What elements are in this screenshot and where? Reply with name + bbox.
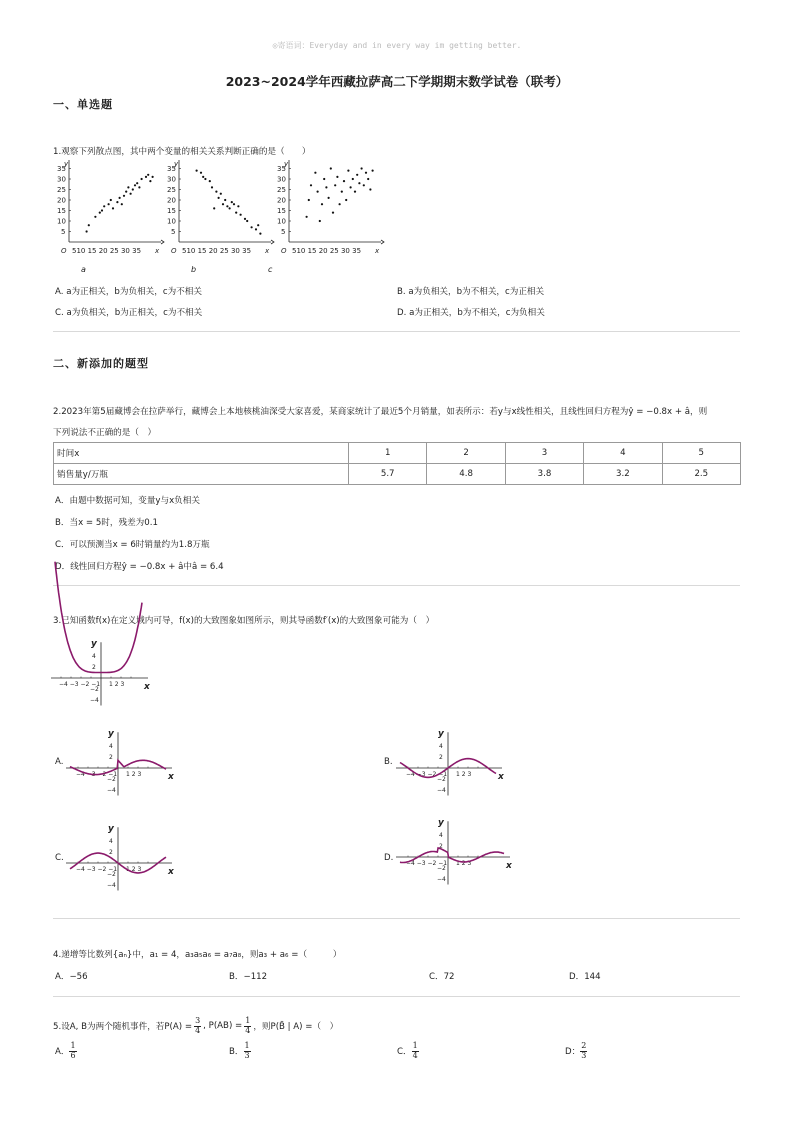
axis-label-x: x	[498, 772, 504, 782]
scatter-point	[259, 233, 261, 235]
scatter-point	[200, 172, 202, 174]
question-4-stem: 4.递增等比数列{aₙ}中，a₁ = 4，a₃a₅a₆ = a₇a₈，则a₃ + a₆ =（ ）	[53, 950, 342, 960]
table-row-header: 销售量y/万瓶	[54, 464, 349, 485]
scatter-point	[321, 203, 323, 205]
scatter-point	[224, 199, 226, 201]
scatter-point	[332, 212, 334, 214]
scatter-point	[134, 184, 136, 186]
y-tick-label: 2	[109, 849, 113, 856]
scatter-point	[330, 167, 332, 169]
scatter-point	[361, 167, 363, 169]
axis-label-x: x	[155, 247, 160, 255]
question-2-stem-line2: 下列说法不正确的是（ ）	[53, 428, 157, 438]
origin-label: O	[281, 247, 287, 255]
scatter-point	[233, 203, 235, 205]
question-5-stem	[53, 1017, 338, 1036]
divider	[53, 918, 740, 919]
table-cell: 2.5	[662, 464, 740, 485]
option-fraction	[244, 1042, 251, 1061]
scatter-point	[251, 226, 253, 228]
table-row	[54, 464, 741, 485]
axis-label-x: x	[144, 682, 150, 692]
divider	[53, 585, 740, 586]
figure-label: b	[191, 265, 197, 274]
option-letter: C．	[397, 1047, 412, 1058]
axis-label-x: x	[265, 247, 270, 255]
scatter-point	[229, 207, 231, 209]
q5-option-d[interactable]	[565, 1042, 587, 1061]
x-axis-arrow	[161, 240, 164, 244]
scatter-point	[347, 170, 349, 172]
scatter-point	[222, 203, 224, 205]
scatter-plots-figure	[55, 158, 385, 283]
scatter-point	[204, 178, 206, 180]
y-tick-label: −2	[107, 776, 116, 783]
scatter-point	[136, 182, 138, 184]
q5-stem-pre: 5.设A, B为两个随机事件，若P(A) =	[53, 1022, 193, 1033]
scatter-point	[99, 212, 101, 214]
q1-option-c[interactable]: C. a为负相关，b为正相关，c为不相关	[55, 308, 203, 318]
q3-option-c-letter[interactable]: C.	[55, 853, 64, 863]
q3-option-a-graph[interactable]	[66, 716, 176, 796]
axis-label-y: y	[108, 823, 114, 834]
scatter-point	[215, 191, 217, 193]
scatter-point	[132, 188, 134, 190]
table-cell: 5.7	[349, 464, 427, 485]
q5-option-c[interactable]	[397, 1042, 419, 1061]
y-tick-label: 25	[277, 186, 286, 194]
option-letter: D：	[565, 1047, 581, 1058]
section-heading-1: 一、单选题	[53, 98, 113, 111]
y-tick-label: −2	[90, 686, 99, 693]
y-tick-label: 2	[439, 843, 443, 850]
fraction-den: 4	[195, 1025, 201, 1035]
scatter-point	[226, 205, 228, 207]
scatter-point	[343, 180, 345, 182]
axis-label-y: y	[438, 728, 444, 739]
axis-label-y: y	[284, 160, 289, 168]
q4-option-c[interactable]: C．72	[429, 972, 455, 982]
y-tick-label: 5	[61, 228, 66, 236]
scatter-point	[310, 184, 312, 186]
scatter-point	[354, 191, 356, 193]
page-title: 2023~2024学年西藏拉萨高二下学期期末数学试卷（联考）	[225, 74, 569, 89]
x-tick-labels: 1 2 3	[456, 771, 472, 778]
y-tick-label: 15	[57, 207, 66, 215]
q1-option-a[interactable]: A. a为正相关，b为负相关，c为不相关	[55, 287, 202, 297]
y-tick-label: 10	[57, 217, 66, 226]
scatter-point	[147, 174, 149, 176]
scatter-point	[101, 209, 103, 211]
axis-label-y: y	[438, 817, 444, 828]
scatter-point	[317, 191, 319, 193]
y-tick-label: −4	[107, 882, 116, 889]
option-fraction	[412, 1042, 419, 1061]
x-tick-labels: 510 15 20 25 30 35	[72, 247, 142, 255]
x-tick-labels: −4 −3 −2 −1	[406, 860, 448, 867]
y-tick-label: 4	[439, 743, 443, 750]
y-tick-label: −4	[437, 876, 446, 883]
q3-option-b-letter[interactable]: B.	[384, 757, 393, 767]
y-tick-label: 30	[277, 175, 286, 184]
scatter-point	[145, 176, 147, 178]
scatter-point	[231, 201, 233, 203]
y-tick-label: 2	[439, 754, 443, 761]
table-cell: 3.8	[505, 464, 583, 485]
y-tick-label: −2	[437, 776, 446, 783]
question-1-stem: 1.观察下列散点图，其中两个变量的相关关系判断正确的是（ ）	[53, 147, 311, 157]
x-tick-labels: 1 2 3	[109, 681, 125, 688]
x-tick-labels: 1 2 3	[126, 771, 142, 778]
table-cell: 2	[427, 443, 505, 464]
scatter-point	[328, 197, 330, 199]
q3-option-d-letter[interactable]: D.	[384, 853, 394, 863]
scatter-point	[235, 212, 237, 214]
scatter-point	[123, 195, 125, 197]
scatter-point	[356, 174, 358, 176]
fraction-pa	[194, 1017, 201, 1036]
scatter-point	[246, 220, 248, 222]
scatter-point	[88, 224, 90, 226]
y-tick-label: −2	[107, 871, 116, 878]
q3-option-d-graph[interactable]	[396, 811, 511, 893]
q4-option-a[interactable]: A．−56	[55, 972, 88, 982]
scatter-point	[325, 186, 327, 188]
scatter-point	[308, 199, 310, 201]
axis-label-y: y	[108, 728, 114, 739]
q2-option-d[interactable]: D．线性回归方程ŷ = −0.8x + â中â = 6.4	[55, 562, 224, 572]
q5-stem-mid: , P(AB) =	[203, 1021, 243, 1032]
q2-option-c[interactable]: C．可以预测当x = 6时销量约为1.8万瓶	[55, 540, 210, 550]
y-tick-label: 4	[109, 743, 113, 750]
axis-label-x: x	[168, 867, 174, 877]
fraction-num: 2	[581, 1041, 587, 1050]
y-tick-label: 30	[167, 175, 176, 184]
divider	[53, 331, 740, 332]
q3-option-a-letter[interactable]: A.	[55, 757, 64, 767]
x-tick-labels: −4 −3 −2 −1	[76, 866, 118, 873]
scatter-point	[138, 186, 140, 188]
q5-option-b[interactable]	[229, 1042, 251, 1061]
scatter-point	[110, 199, 112, 201]
x-tick-labels: 1 2 3	[456, 860, 472, 867]
scatter-point	[323, 178, 325, 180]
scatter-point	[211, 186, 213, 188]
y-tick-label: 4	[109, 838, 113, 845]
fraction-den: 4	[412, 1050, 418, 1060]
axis-label-x: x	[506, 861, 512, 871]
scatter-point	[365, 172, 367, 174]
x-axis-arrow	[271, 240, 274, 244]
q3-option-b-graph[interactable]	[396, 716, 506, 796]
option-letter: A．	[55, 1047, 70, 1058]
scatter-point	[336, 176, 338, 178]
axis-label-x: x	[375, 247, 380, 255]
scatter-point	[339, 203, 341, 205]
scatter-point	[358, 182, 360, 184]
scatter-point	[237, 205, 239, 207]
scatter-point	[255, 228, 257, 230]
section-heading-2: 二、新添加的题型	[53, 357, 149, 370]
scatter-point	[319, 220, 321, 222]
y-tick-label: −4	[437, 787, 446, 794]
y-tick-label: 10	[167, 217, 176, 226]
scatter-point	[244, 218, 246, 220]
scatter-panel	[167, 160, 274, 274]
divider	[53, 996, 740, 997]
sales-table	[53, 442, 741, 485]
scatter-point	[196, 170, 198, 172]
scatter-point	[149, 180, 151, 182]
q1-option-b[interactable]: B. a为负相关，b为不相关，c为正相关	[397, 287, 545, 297]
fraction-den: 3	[581, 1050, 587, 1060]
fraction-pab	[244, 1017, 251, 1036]
q1-option-d[interactable]: D. a为正相关，b为不相关，c为负相关	[397, 308, 545, 318]
scatter-point	[213, 207, 215, 209]
x-tick-labels: 1 2 3	[126, 866, 142, 873]
option-fraction	[69, 1042, 76, 1061]
scatter-point	[94, 216, 96, 218]
question-2-stem-line1: 2.2023年第5届藏博会在拉萨举行，藏博会上本地核桃油深受大家喜爱，某商家统计了最近5个月销量，如表所示：若y与x线性相关，且线性回归方程为ŷ = −0.8x + â，则	[53, 407, 708, 417]
y-tick-label: 20	[57, 196, 66, 205]
origin-label: O	[171, 247, 177, 255]
y-tick-label: 15	[277, 207, 286, 215]
scatter-point	[306, 216, 308, 218]
fraction-num: 1	[244, 1041, 250, 1050]
y-tick-label: 35	[167, 165, 176, 173]
scatter-panel	[277, 160, 384, 255]
fraction-den: 4	[245, 1025, 251, 1035]
scatter-point	[86, 230, 88, 232]
scatter-point	[341, 191, 343, 193]
scatter-point	[209, 180, 211, 182]
scatter-point	[257, 224, 259, 226]
axis-label-x: x	[168, 772, 174, 782]
scatter-point	[103, 205, 105, 207]
q5-stem-post: ，则P(B̄ | A) =（ ）	[253, 1022, 339, 1033]
motto: ◎寄语词：Everyday and in every way im getting better.	[272, 41, 522, 50]
x-axis-arrow	[381, 240, 384, 244]
table-cell: 5	[662, 443, 740, 464]
y-tick-label: 5	[281, 228, 286, 236]
table-row-header: 时间x	[54, 443, 349, 464]
axis-label-y: y	[64, 160, 69, 168]
question-3-stem: 3.已知函数f(x)在定义域内可导，f(x)的大致图象如图所示，则其导函数f′(x)的大致图象可能为（ ）	[53, 616, 435, 626]
scatter-point	[116, 201, 118, 203]
option-fraction	[580, 1042, 587, 1061]
scatter-point	[220, 193, 222, 195]
scatter-plots	[55, 158, 385, 280]
fraction-den: 3	[244, 1050, 250, 1060]
scatter-point	[202, 176, 204, 178]
scatter-point	[218, 197, 220, 199]
scatter-point	[240, 214, 242, 216]
fraction-num: 1	[70, 1041, 76, 1050]
q2-option-b[interactable]: B．当x = 5时，残差为0.1	[55, 518, 158, 528]
table-cell: 4	[584, 443, 662, 464]
y-tick-label: 35	[57, 165, 66, 173]
x-tick-labels: −4 −3 −2 −1	[406, 771, 448, 778]
y-tick-label: 4	[92, 653, 96, 660]
axis-label-y: y	[91, 638, 97, 649]
scatter-point	[352, 178, 354, 180]
y-tick-label: −2	[437, 865, 446, 872]
option-letter: B．	[229, 1047, 244, 1058]
y-tick-label: 25	[167, 186, 176, 194]
q5-option-a[interactable]	[55, 1042, 77, 1061]
q4-option-d[interactable]: D．144	[569, 972, 601, 982]
scatter-point	[141, 178, 143, 180]
scatter-point	[334, 184, 336, 186]
scatter-point	[369, 188, 371, 190]
table-cell: 1	[349, 443, 427, 464]
fraction-den: 6	[70, 1050, 76, 1060]
scatter-point	[127, 186, 129, 188]
scatter-panel	[57, 160, 164, 274]
scatter-point	[125, 191, 127, 193]
scatter-point	[363, 184, 365, 186]
y-tick-label: 4	[439, 832, 443, 839]
figure-label: c	[268, 265, 273, 274]
scatter-point	[130, 193, 132, 195]
y-tick-label: 5	[171, 228, 176, 236]
scatter-point	[367, 178, 369, 180]
figure-label: a	[81, 265, 86, 274]
scatter-point	[372, 170, 374, 172]
y-tick-label: 20	[277, 196, 286, 205]
scatter-point	[121, 203, 123, 205]
q4-option-b[interactable]: B．−112	[229, 972, 268, 982]
y-tick-label: 2	[109, 754, 113, 761]
scatter-point	[112, 207, 114, 209]
y-tick-label: 10	[277, 217, 286, 226]
y-tick-label: 20	[167, 196, 176, 205]
axis-label-y: y	[174, 160, 179, 168]
x-tick-labels: 510 15 20 25 30 35	[292, 247, 362, 255]
scatter-point	[350, 186, 352, 188]
q3-option-c-graph[interactable]	[66, 811, 176, 893]
fraction-num: 1	[412, 1041, 418, 1050]
x-tick-labels: −4 −3 −2 −1	[59, 681, 101, 688]
fraction-num: 3	[195, 1016, 201, 1025]
y-tick-label: −4	[90, 697, 99, 704]
scatter-point	[108, 203, 110, 205]
scatter-point	[152, 176, 154, 178]
table-cell: 4.8	[427, 464, 505, 485]
scatter-point	[314, 172, 316, 174]
scatter-point	[119, 197, 121, 199]
table-cell: 3.2	[584, 464, 662, 485]
y-tick-label: 25	[57, 186, 66, 194]
table-cell: 3	[505, 443, 583, 464]
function-graph-f	[53, 628, 153, 708]
y-tick-label: 35	[277, 165, 286, 173]
x-tick-labels: −4 −3 −2 −1	[76, 771, 118, 778]
x-tick-labels: 510 15 20 25 30 35	[182, 247, 252, 255]
y-tick-label: 2	[92, 664, 96, 671]
y-tick-label: 15	[167, 207, 176, 215]
y-tick-label: 30	[57, 175, 66, 184]
q2-option-a[interactable]: A．由题中数据可知，变量y与x负相关	[55, 496, 200, 506]
table-row	[54, 443, 741, 464]
scatter-point	[345, 199, 347, 201]
origin-label: O	[61, 247, 67, 255]
fraction-num: 1	[245, 1016, 251, 1025]
y-tick-label: −4	[107, 787, 116, 794]
